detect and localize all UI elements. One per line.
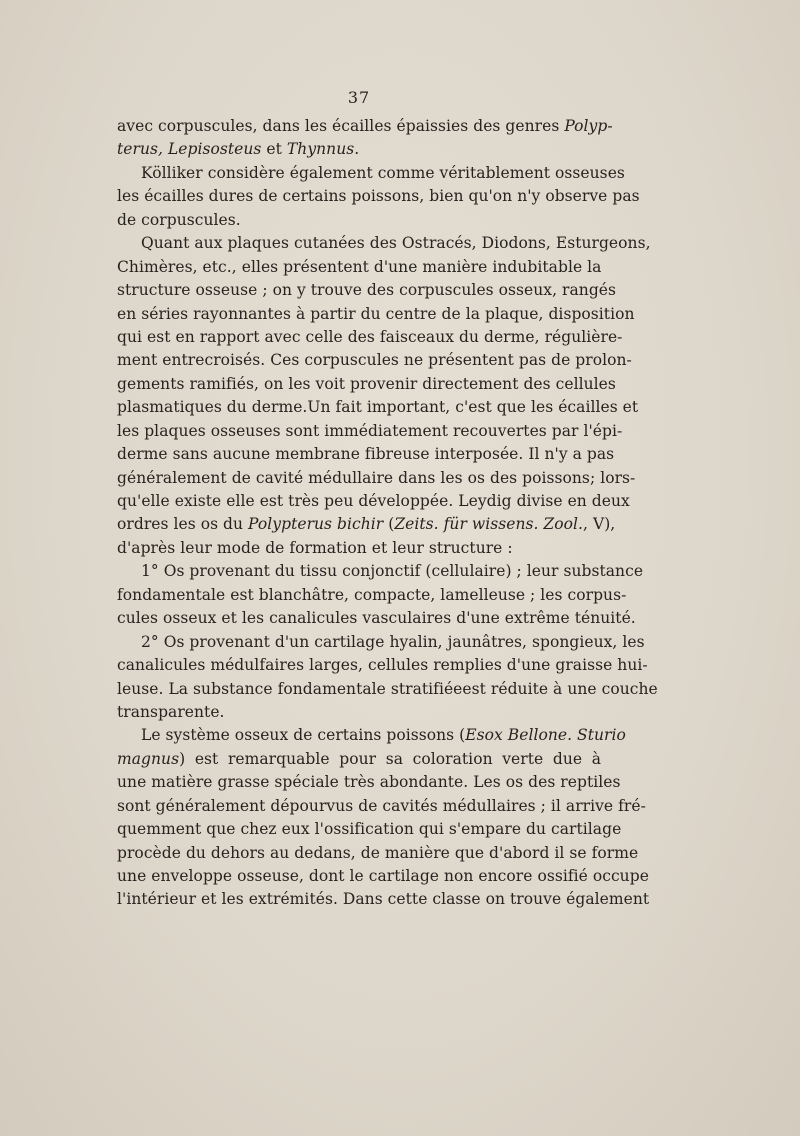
text-segment: généralement de cavité médullaire dans les os des poissons; lors- [117,468,636,487]
text-line [117,701,601,724]
text-line [117,396,639,419]
italic-text-segment: Zeits. für wissens. Zool. [394,515,584,534]
text-segment: Chimères, etc., elles présentent d'une manière indubitable la [117,257,602,276]
text-segment: qu'elle existe elle est très peu développée. Leydig divise en deux [117,492,630,510]
italic-text-segment: Polypterus bichir [248,515,384,534]
text-line [117,373,616,396]
text-line [117,326,623,349]
text-line [117,771,621,794]
text-line [117,888,650,911]
text-line [117,654,648,677]
text-segment: gements ramifiés, on les voit provenir directement des cellules [117,374,616,393]
text-line [117,303,635,326]
body-text [117,115,658,912]
text-line [117,560,644,583]
text-segment: d'après leur mode de formation et leur structure : [117,538,513,557]
text-line [117,584,627,607]
text-segment: de corpuscules. [117,210,241,229]
text-segment: fondamentale est blanchâtre, compacte, lamelleuse ; les corpus- [117,585,627,604]
text-segment: sont généralement dépourvus de cavités médullaires ; il arrive fré- [117,796,646,815]
text-segment: canalicules médulfaires larges, cellules remplies d'une graisse hui- [117,656,648,675]
text-segment: ) est remarquable pour sa coloration verte due à [179,749,601,768]
text-line [117,513,616,536]
italic-text-segment: Polyp- [564,117,613,135]
text-segment: ( [383,515,395,534]
text-line [117,678,658,701]
text-line [117,865,649,888]
text-segment: avec corpuscules, dans les écailles épaissies des genres [117,117,565,135]
text-line [117,537,601,560]
text-line [117,209,601,232]
text-segment: Kölliker considère également comme véritablement osseuses [141,163,625,182]
text-line [117,279,617,302]
text-line [117,443,615,466]
text-line [117,631,645,654]
text-segment: une enveloppe osseuse, dont le cartilage non encore ossifié occupe [117,867,649,885]
text-segment: . [354,140,360,159]
text-line [117,420,623,443]
text-line [117,232,651,255]
text-line [117,349,632,372]
text-segment: qui est en rapport avec celle des faisceaux du derme, régulière- [117,327,623,346]
text-line [117,115,613,138]
text-segment: Quant aux plaques cutanées des Ostracés, Diodons, Esturgeons, [141,234,651,253]
text-segment: leuse. La substance fondamentale stratifiéeest réduite à une couche [117,679,658,698]
text-segment: quemment que chez eux l'ossification qui s'empare du cartilage [117,820,622,839]
text-line [117,256,601,279]
text-segment: les écailles dures de certains poissons, bien qu'on n'y observe pas [117,187,640,206]
text-line [117,138,601,161]
text-line [117,818,622,841]
text-segment: Le système osseux de certains poissons ( [141,726,466,745]
text-line [117,724,626,747]
text-line [117,467,636,490]
text-segment: plasmatiques du derme.Un fait important, c'est que les écailles et [117,398,639,417]
page-number: 37 [347,88,371,107]
text-line [117,162,625,185]
text-segment: derme sans aucune membrane fibreuse interposée. Il n'y a pas [117,445,615,464]
text-segment: en séries rayonnantes à partir du centre de la plaque, disposition [117,304,635,323]
italic-text-segment: Thynnus [286,140,355,159]
text-segment: 1° Os provenant du tissu conjonctif (cellulaire) ; leur substance [141,562,644,581]
text-segment: ment entrecroisés. Ces corpuscules ne présentent pas de prolon- [117,351,632,370]
text-segment: ordres les os du [117,515,249,534]
text-segment: l'intérieur et les extrémités. Dans cette classe on trouve également [117,890,650,909]
text-segment: 2° Os provenant d'un cartilage hyalin, jaunâtres, spongieux, les [141,632,645,651]
italic-text-segment: terus, Lepisosteus [117,140,262,159]
text-segment: et [261,140,287,159]
text-segment: , V), [583,515,616,534]
italic-text-segment: Esox Bellone. Sturio [465,726,626,745]
text-line [117,748,601,771]
text-segment: procède du dehors au dedans, de manière que d'abord il se forme [117,843,639,862]
text-segment: cules osseux et les canalicules vasculaires d'une extrême ténuité. [117,609,636,628]
text-line [117,490,630,513]
text-line [117,185,640,208]
text-segment: les plaques osseuses sont immédiatement recouvertes par l'épi- [117,421,623,440]
text-line [117,842,639,865]
text-line [117,795,646,818]
italic-text-segment: magnus [117,749,180,768]
text-segment: transparente. [117,702,225,721]
text-segment: structure osseuse ; on y trouve des corpuscules osseux, rangés [117,281,617,300]
text-line [117,607,636,630]
text-segment: une matière grasse spéciale très abondante. Les os des reptiles [117,773,621,792]
